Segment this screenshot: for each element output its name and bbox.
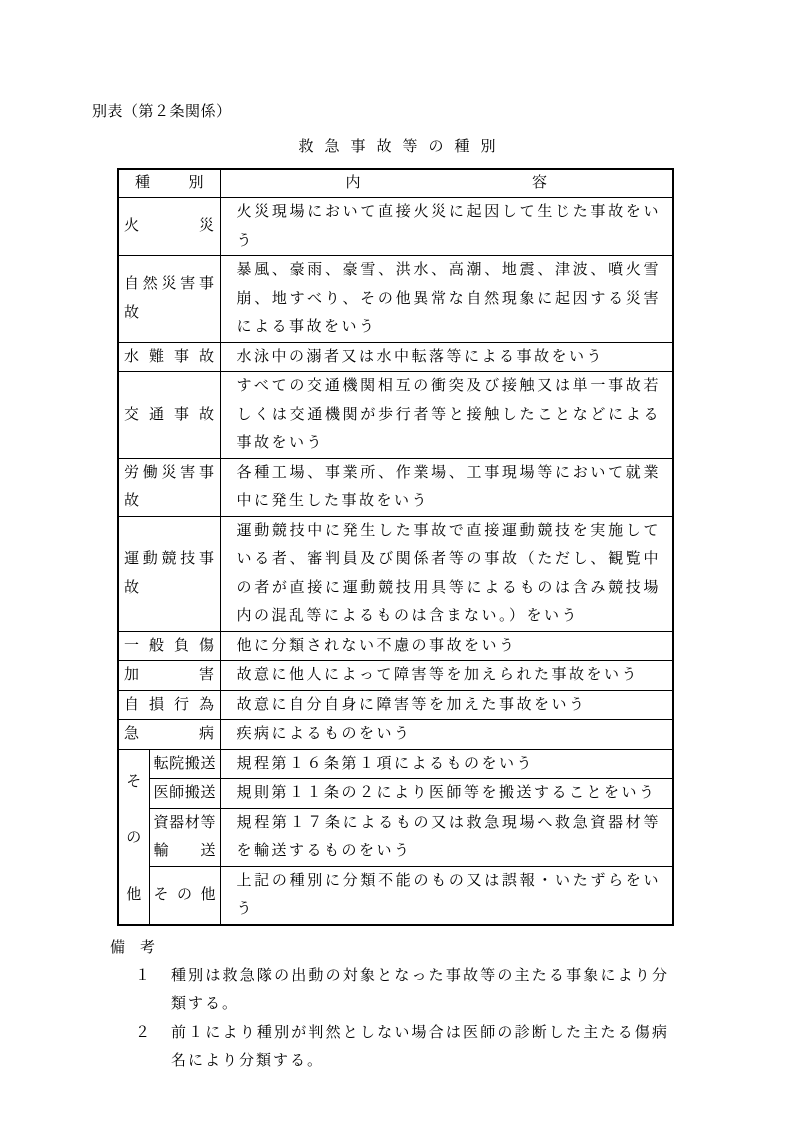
table-row-doctor-transport — [118, 779, 673, 809]
row-content: 故意に他人によって障害等を加えられた事故をいう — [220, 661, 673, 691]
group-label-char: 他 — [126, 886, 142, 903]
row-content: 規則第１１条の２により医師等を搬送することをいう — [220, 779, 673, 809]
remarks-heading: 備考 — [110, 939, 171, 956]
row-label: 運動競技事故 — [118, 516, 220, 631]
sub-row-label: 医師搬送 — [149, 779, 220, 809]
table-row-hospital-transfer — [118, 749, 673, 779]
row-content: 水泳中の溺者又は水中転落等による事故をいう — [220, 342, 673, 372]
incident-type-table — [117, 168, 674, 926]
table-row-water-accident — [118, 342, 673, 372]
table-row-labor-accident — [118, 458, 673, 516]
table-row-sudden-illness — [118, 720, 673, 750]
group-label-char: の — [126, 830, 142, 846]
remarks-section — [110, 934, 794, 1076]
table-row-assault — [118, 661, 673, 691]
remark-text: 種別は救急隊の出動の対象となった事故等の主たる事象により分類する。 — [171, 967, 669, 1012]
row-label: 火災 — [118, 198, 220, 256]
table-row-general-injury — [118, 631, 673, 661]
group-label-char: そ — [126, 773, 142, 790]
row-content: 規程第１６条第１項によるものをいう — [220, 749, 673, 779]
table-row-equipment-transport — [118, 808, 673, 866]
table-row-misc — [118, 866, 673, 925]
row-label: 労働災害事故 — [118, 458, 220, 516]
header-category-cell: 種別 — [118, 169, 220, 198]
sub-row-label: その他 — [149, 866, 220, 925]
sub-row-label: 転院搬送 — [149, 749, 220, 779]
row-content: 故意に自分自身に障害等を加えた事故をいう — [220, 690, 673, 720]
remark-text: 前１により種別が判然としない場合は医師の診断した主たる傷病名により分類する。 — [171, 1024, 669, 1069]
row-content: 各種工場、事業所、作業場、工事現場等において就業中に発生した事故をいう — [220, 458, 673, 516]
table-row-self-harm — [118, 690, 673, 720]
table-row-natural-disaster — [118, 256, 673, 343]
row-content: 上記の種別に分類不能のもの又は誤報・いたずらをいう — [220, 866, 673, 925]
table-row-traffic-accident — [118, 372, 673, 459]
row-label: 加害 — [118, 661, 220, 691]
row-label: 急病 — [118, 720, 220, 750]
row-content: 火災現場において直接火災に起因して生じた事故をいう — [220, 198, 673, 256]
row-content: 規程第１７条によるもの又は救急現場へ救急資器材等を輸送するものをいう — [220, 808, 673, 866]
doc-title: 救急事故等の種別 — [298, 139, 507, 155]
row-label: 一般負傷 — [118, 631, 220, 661]
remark-number: １ — [135, 967, 151, 984]
row-label: 自損行為 — [118, 690, 220, 720]
row-label: 交通事故 — [118, 372, 220, 459]
sub-row-label: 資器材等輸送 — [149, 808, 220, 866]
row-label: 水難事故 — [118, 342, 220, 372]
group-label-vertical-text — [120, 768, 148, 906]
table-row-fire — [118, 198, 673, 256]
row-content: 暴風、豪雨、豪雪、洪水、高潮、地震、津波、噴火雪崩、地すべり、その他異常な自然現象に起因する災害による事故をいう — [220, 256, 673, 343]
row-content: すべての交通機関相互の衝突及び接触又は単一事故若しくは交通機関が歩行者等と接触したことなどによる事故をいう — [220, 372, 673, 459]
doc-annotation: 別表（第２条関係） — [92, 104, 232, 120]
remark-number: ２ — [135, 1024, 151, 1041]
table-header-row — [118, 169, 673, 198]
group-label-other — [118, 749, 149, 925]
header-description-cell: 内容 — [220, 169, 673, 198]
row-label: 自然災害事故 — [118, 256, 220, 343]
remark-item-2 — [135, 1019, 794, 1076]
remark-item-1 — [135, 962, 794, 1019]
table-row-sports-accident — [118, 516, 673, 631]
row-content: 他に分類されない不慮の事故をいう — [220, 631, 673, 661]
row-content: 疾病によるものをいう — [220, 720, 673, 750]
row-content: 運動競技中に発生した事故で直接運動競技を実施している者、審判員及び関係者等の事故（ただし、観覧中の者が直接に運動競技用具等によるものは含み競技場内の混乱等によるものは含まない。）をいう — [220, 516, 673, 631]
